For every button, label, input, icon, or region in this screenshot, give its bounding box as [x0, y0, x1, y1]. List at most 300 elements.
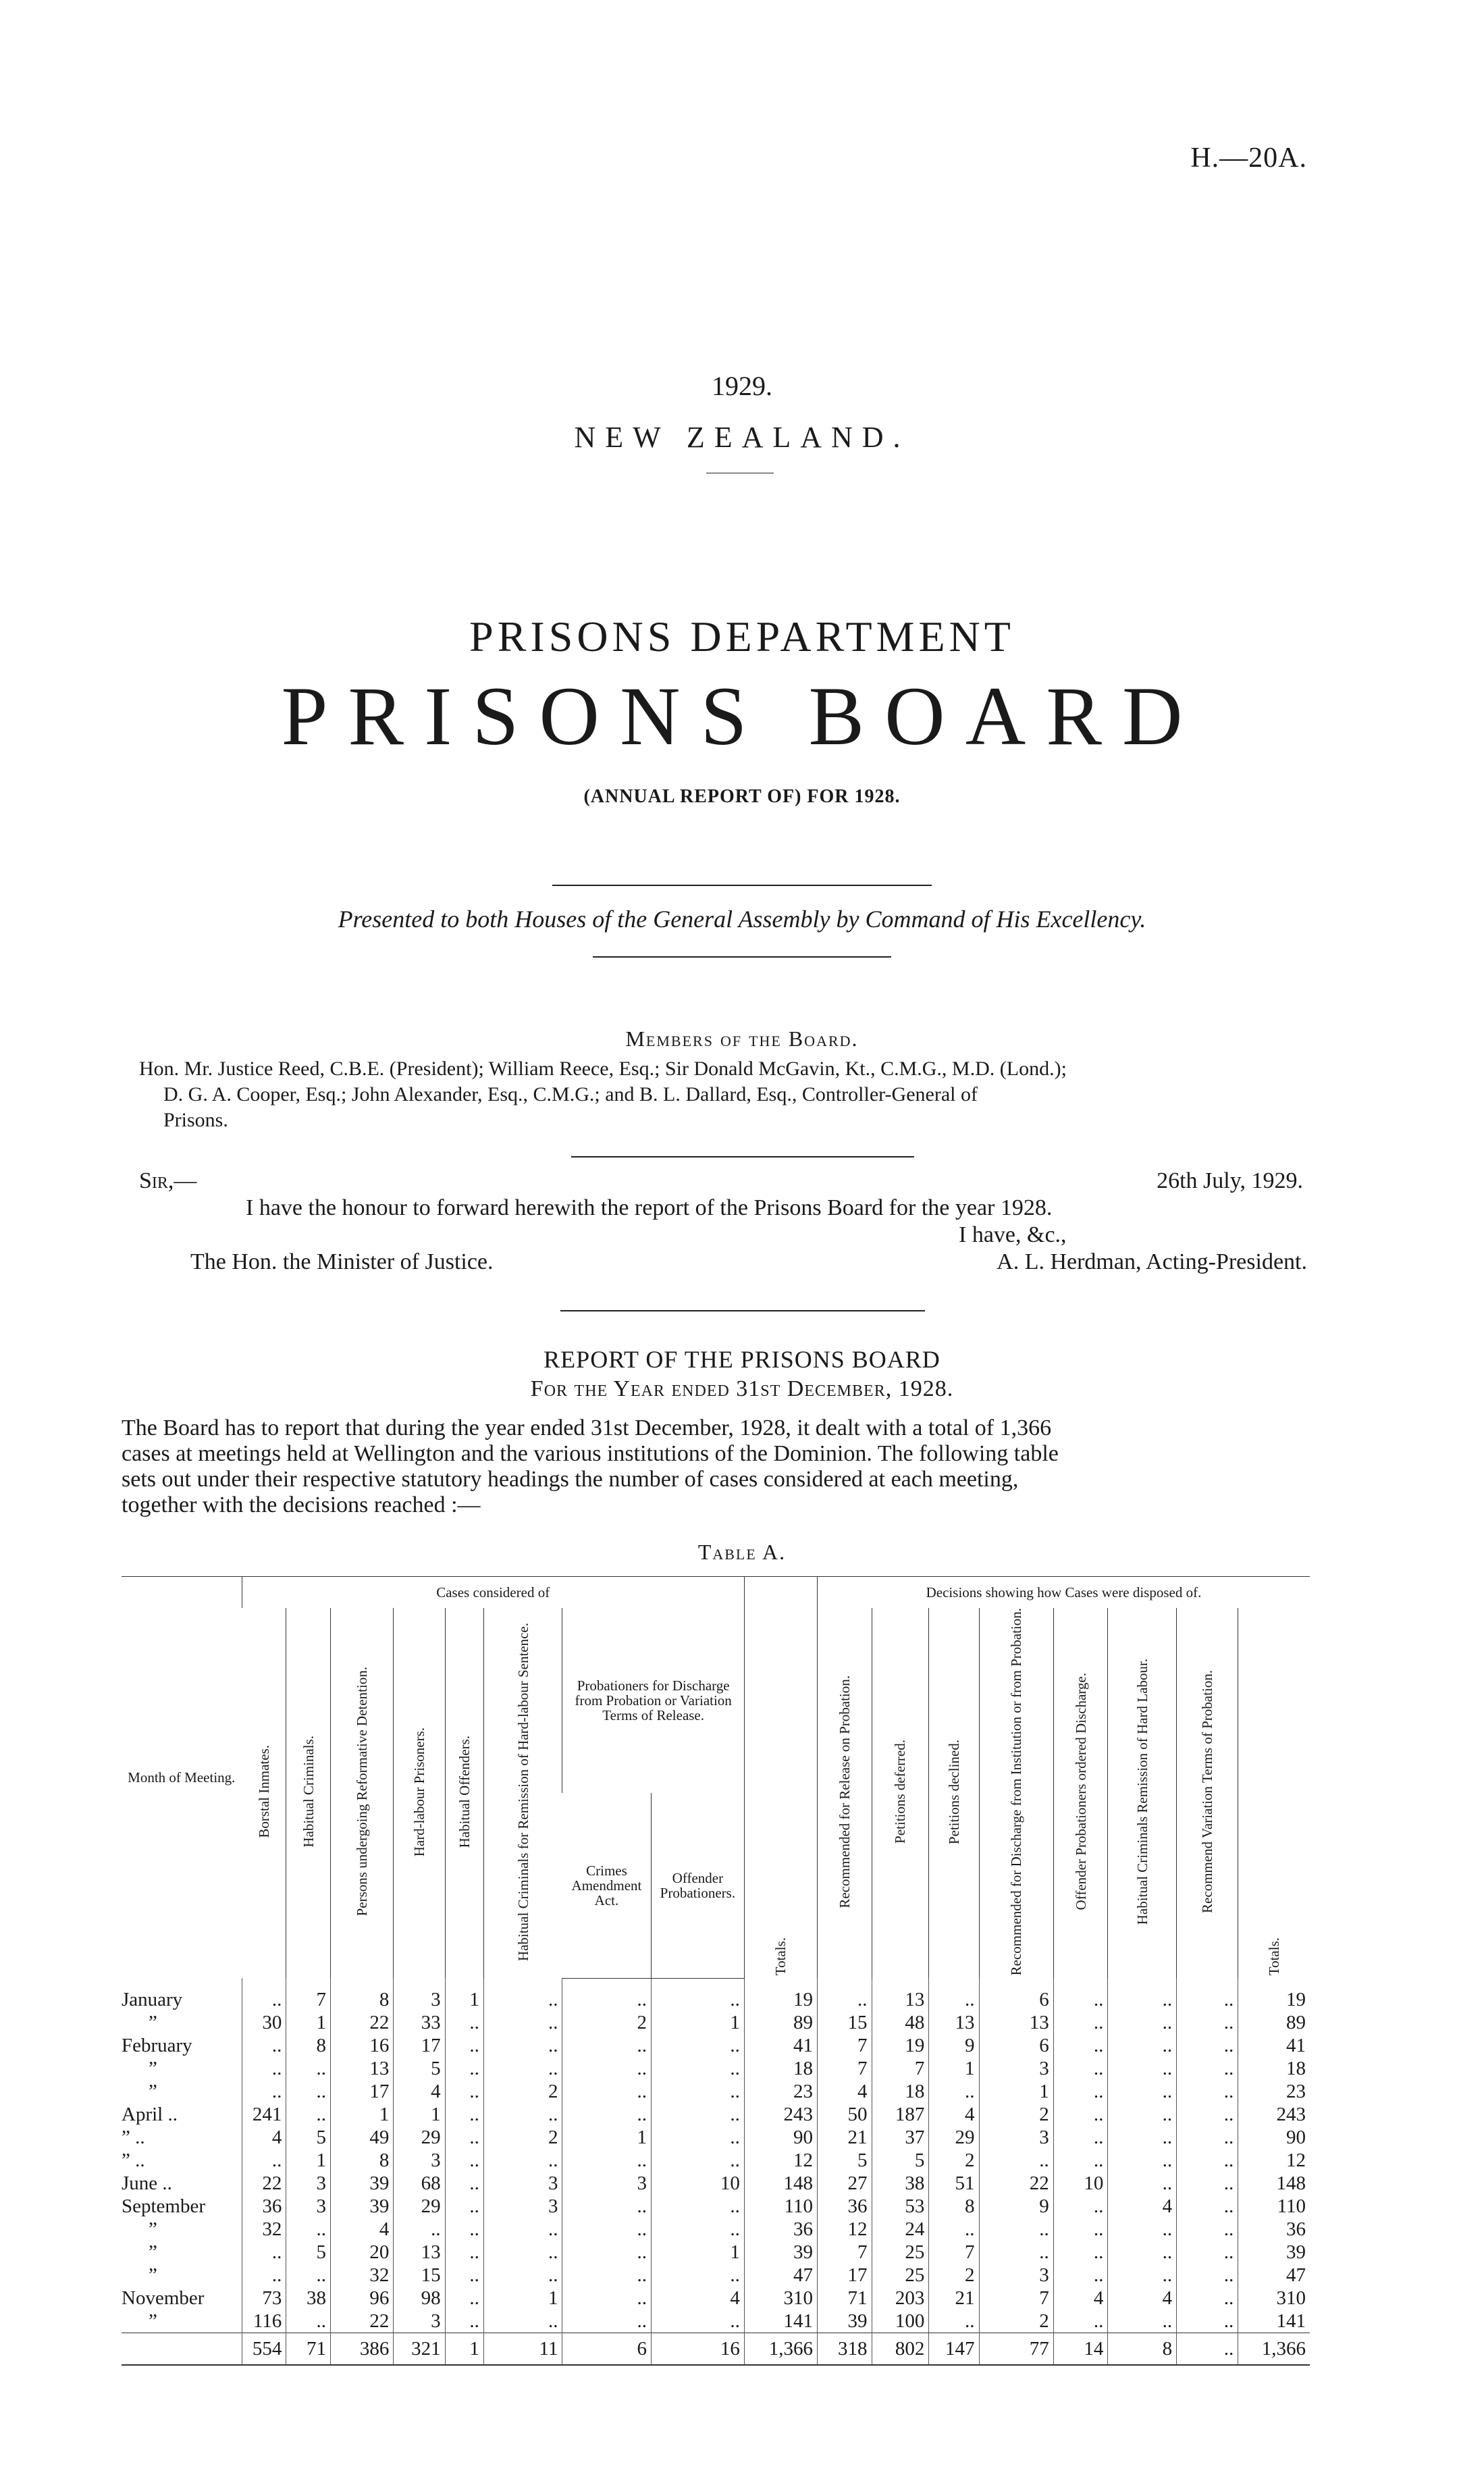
table-cell: .. [817, 1978, 872, 2011]
table-cell: .. [445, 2172, 483, 2195]
table-cell: 9 [929, 2034, 979, 2057]
table-cell: 48 [872, 2011, 929, 2034]
table-cell: 3 [979, 2057, 1053, 2080]
table-cell: .. [445, 2149, 483, 2172]
table-cell: 27 [817, 2172, 872, 2195]
table-cell: .. [651, 2149, 744, 2172]
table-cell: .. [562, 1978, 651, 2011]
table-cell: 7 [817, 2057, 872, 2080]
col-reformative: Persons undergoing Reformative Detention. [331, 1608, 394, 1978]
table-cell: 241 [242, 2103, 286, 2126]
table-cell: 13 [394, 2241, 445, 2264]
table-cell: .. [1108, 2241, 1177, 2264]
month-cell: ” [149, 2218, 157, 2240]
month-cell: April .. [122, 2103, 178, 2125]
table-cell: .. [1108, 2126, 1177, 2149]
table-row [122, 2264, 1310, 2287]
table-cell: 18 [744, 2057, 817, 2080]
table-cell: .. [1108, 2103, 1177, 2126]
table-cell: 243 [744, 2103, 817, 2126]
table-cell: 310 [1238, 2287, 1310, 2310]
table-cell: 2 [929, 2149, 979, 2172]
total-cell: 71 [286, 2333, 331, 2365]
letter-salutation: Sir,— [139, 1168, 197, 1193]
report-subheading: For the Year ended 31st December, 1928. [530, 1376, 954, 1401]
table-cell: .. [562, 2034, 651, 2057]
table-cell: 17 [394, 2034, 445, 2057]
table-cell: .. [562, 2218, 651, 2241]
table-cell: 24 [872, 2218, 929, 2241]
table-cell: 90 [1238, 2126, 1310, 2149]
table-cell: 1 [445, 1978, 483, 2011]
total-cell: 386 [331, 2333, 394, 2365]
table-cell: .. [1177, 2034, 1238, 2057]
table-cell: 29 [394, 2195, 445, 2218]
month-cell: ” [149, 2080, 157, 2102]
table-cell: .. [483, 2218, 562, 2241]
members-line: D. G. A. Cooper, Esq.; John Alexander, Esq., C.M.G.; and B. L. Dallard, Esq., Controller-General of [163, 1083, 978, 1105]
col-variation: Recommend Variation Terms of Probation. [1177, 1608, 1238, 1978]
table-cell: 4 [929, 2103, 979, 2126]
table-cell: 33 [394, 2011, 445, 2034]
table-cell: 22 [979, 2172, 1053, 2195]
table-cell: .. [483, 2149, 562, 2172]
table-cell: 12 [817, 2218, 872, 2241]
table-cell: 89 [744, 2011, 817, 2034]
table-cell: .. [651, 2080, 744, 2103]
table-cell: 15 [817, 2011, 872, 2034]
table-cell: 7 [929, 2241, 979, 2264]
table-cell: 32 [331, 2264, 394, 2287]
table-cell: .. [651, 2218, 744, 2241]
table-cell: 13 [929, 2011, 979, 2034]
group-probationers: Probationers for Discharge from Probation or Variation Terms of Release. [562, 1608, 744, 1793]
table-cell: .. [1053, 2241, 1108, 2264]
table-cell: 37 [872, 2126, 929, 2149]
divider [593, 956, 891, 958]
report-heading: REPORT OF THE PRISONS BOARD [544, 1346, 940, 1373]
document-subtitle: (ANNUAL REPORT OF) FOR 1928. [583, 786, 901, 807]
table-cell: .. [1053, 2103, 1108, 2126]
table-cell: .. [286, 2218, 331, 2241]
table-cell: .. [286, 2057, 331, 2080]
table-cell: .. [1053, 2034, 1108, 2057]
table-cell: 3 [394, 2149, 445, 2172]
table-cell: 22 [331, 2310, 394, 2333]
table-cell: 71 [817, 2287, 872, 2310]
table-cell: .. [445, 2218, 483, 2241]
month-cell: June .. [122, 2172, 172, 2194]
table-row [122, 2218, 1310, 2241]
table-cell: .. [651, 2310, 744, 2333]
table-cell: 3 [979, 2126, 1053, 2149]
table-cell: .. [286, 2103, 331, 2126]
table-cell: 5 [872, 2149, 929, 2172]
table-cell: .. [1108, 2310, 1177, 2333]
table-cell: 89 [1238, 2011, 1310, 2034]
table-cell: .. [1108, 2149, 1177, 2172]
table-cell: .. [1177, 2310, 1238, 2333]
table-cell: 148 [1238, 2172, 1310, 2195]
table-cell: 25 [872, 2241, 929, 2264]
table-cell: 5 [817, 2149, 872, 2172]
table-cell: .. [483, 2103, 562, 2126]
col-habitual-remission: Habitual Criminals Remission of Hard Labour. [1108, 1608, 1177, 1978]
table-cell: 1 [394, 2103, 445, 2126]
table-cell: 3 [394, 1978, 445, 2011]
table-cell: .. [1108, 2172, 1177, 2195]
table-caption: Table A. [697, 1540, 787, 1564]
table-cell: 38 [286, 2287, 331, 2310]
table-cell: .. [979, 2218, 1053, 2241]
document-title: PRISONS BOARD [281, 670, 1203, 762]
table-cell: 2 [979, 2103, 1053, 2126]
month-cell: ” .. [122, 2126, 145, 2148]
table-cell: .. [651, 2103, 744, 2126]
table-cell: .. [483, 2310, 562, 2333]
table-row [122, 2172, 1310, 2195]
table-cell: 1 [331, 2103, 394, 2126]
table-cell: 12 [744, 2149, 817, 2172]
table-cell: 4 [1108, 2195, 1177, 2218]
report-paragraph: cases at meetings held at Wellington and the various institutions of the Dominion. The following table [122, 1441, 1059, 1466]
col-totals-decisions: Totals. [1238, 1608, 1310, 1978]
table-cell: .. [562, 2287, 651, 2310]
table-cell: .. [1053, 2310, 1108, 2333]
table-a [122, 1576, 1310, 2366]
total-cell: 11 [483, 2333, 562, 2365]
table-cell: .. [445, 2264, 483, 2287]
table-cell: 7 [979, 2287, 1053, 2310]
table-cell: 4 [394, 2080, 445, 2103]
table-cell: 1 [651, 2241, 744, 2264]
table-cell: .. [1108, 2218, 1177, 2241]
total-cell: 8 [1108, 2333, 1177, 2365]
table-cell: 141 [1238, 2310, 1310, 2333]
totals-row [122, 2333, 1310, 2365]
table-cell: 7 [817, 2241, 872, 2264]
group-decisions: Decisions showing how Cases were disposed of. [817, 1577, 1310, 1609]
table-cell: 4 [817, 2080, 872, 2103]
divider [560, 1310, 925, 1311]
table-cell: .. [1177, 2011, 1238, 2034]
col-month: Month of Meeting. [122, 1577, 242, 1979]
table-cell: .. [1177, 2287, 1238, 2310]
table-cell: .. [1108, 2034, 1177, 2057]
col-habitual-offenders: Habitual Offenders. [445, 1608, 483, 1978]
table-cell: 21 [817, 2126, 872, 2149]
table-cell: .. [1177, 2103, 1238, 2126]
table-cell: 41 [744, 2034, 817, 2057]
table-cell: .. [1177, 2218, 1238, 2241]
total-cell [122, 2333, 242, 2365]
table-cell: .. [445, 2310, 483, 2333]
table-cell: 148 [744, 2172, 817, 2195]
table-cell: 141 [744, 2310, 817, 2333]
total-cell: 6 [562, 2333, 651, 2365]
year: 1929. [712, 371, 772, 401]
table-cell: 243 [1238, 2103, 1310, 2126]
table-cell: 53 [872, 2195, 929, 2218]
total-cell: 1 [445, 2333, 483, 2365]
table-cell: 1 [286, 2011, 331, 2034]
table-row [122, 2195, 1310, 2218]
total-cell: 77 [979, 2333, 1053, 2365]
table-cell: 6 [979, 1978, 1053, 2011]
table-cell: 2 [929, 2264, 979, 2287]
table-cell: .. [1177, 2126, 1238, 2149]
table-cell: .. [483, 1978, 562, 2011]
table-cell: .. [242, 2149, 286, 2172]
month-cell: February [122, 2034, 192, 2056]
table-cell: 68 [394, 2172, 445, 2195]
table-row [122, 2241, 1310, 2264]
table-cell: 29 [929, 2126, 979, 2149]
total-cell: 1,366 [744, 2333, 817, 2365]
total-cell: 318 [817, 2333, 872, 2365]
table-cell: .. [562, 2310, 651, 2333]
table-cell: .. [651, 2264, 744, 2287]
col-remission: Habitual Criminals for Remission of Hard-labour Sentence. [483, 1608, 562, 1978]
table-cell: .. [1053, 2126, 1108, 2149]
table-cell: 10 [651, 2172, 744, 2195]
table-cell: 17 [817, 2264, 872, 2287]
table-cell: 1 [929, 2057, 979, 2080]
table-cell: .. [483, 2034, 562, 2057]
table-cell: 3 [483, 2195, 562, 2218]
table-cell: 310 [744, 2287, 817, 2310]
table-cell: 16 [331, 2034, 394, 2057]
table-cell: 41 [1238, 2034, 1310, 2057]
table-cell: .. [483, 2264, 562, 2287]
table-cell: .. [1177, 2149, 1238, 2172]
table-cell: 4 [651, 2287, 744, 2310]
total-cell: 321 [394, 2333, 445, 2365]
table-cell: 7 [817, 2034, 872, 2057]
group-cases-considered: Cases considered of [242, 1577, 744, 1609]
table-cell: .. [445, 2241, 483, 2264]
table-cell: .. [1053, 2149, 1108, 2172]
table-row [122, 2080, 1310, 2103]
table-cell: .. [651, 1978, 744, 2011]
table-cell: 203 [872, 2287, 929, 2310]
month-cell: ” [149, 2241, 157, 2263]
table-cell: .. [1177, 2264, 1238, 2287]
table-cell: 4 [1108, 2287, 1177, 2310]
table-cell: 1 [979, 2080, 1053, 2103]
table-cell: .. [1053, 2080, 1108, 2103]
report-paragraph: sets out under their respective statutory headings the number of cases considered at each meeting, [122, 1467, 1019, 1492]
table-cell: 116 [242, 2310, 286, 2333]
col-petitions-deferred: Petitions deferred. [872, 1608, 929, 1978]
table-row [122, 2011, 1310, 2034]
table-cell: 1 [562, 2126, 651, 2149]
table-cell: 90 [744, 2126, 817, 2149]
table-cell: .. [445, 2080, 483, 2103]
members-line: Prisons. [163, 1109, 228, 1131]
letter-signature: A. L. Herdman, Acting-President. [997, 1249, 1307, 1274]
table-cell: 2 [562, 2011, 651, 2034]
table-cell: .. [929, 2310, 979, 2333]
table-cell: .. [651, 2034, 744, 2057]
month-cell: January [122, 1988, 183, 2010]
table-cell: .. [286, 2264, 331, 2287]
table-cell: .. [1053, 2195, 1108, 2218]
table-cell: .. [1053, 1978, 1108, 2011]
table-cell: .. [1053, 2011, 1108, 2034]
col-hard-labour: Hard-labour Prisoners. [394, 1608, 445, 1978]
table-cell: .. [445, 2195, 483, 2218]
col-borstal: Borstal Inmates. [255, 1745, 272, 1838]
table-cell: 8 [286, 2034, 331, 2057]
members-heading: Members of the Board. [625, 1026, 859, 1051]
table-cell: .. [483, 2241, 562, 2264]
table-cell: 12 [1238, 2149, 1310, 2172]
table-cell: .. [1053, 2218, 1108, 2241]
table-cell: 5 [286, 2241, 331, 2264]
table-cell: .. [1108, 1978, 1177, 2011]
table-cell: 5 [394, 2057, 445, 2080]
table-cell: 98 [394, 2287, 445, 2310]
table-cell: 47 [1238, 2264, 1310, 2287]
table-cell: 15 [394, 2264, 445, 2287]
table-cell: .. [445, 2057, 483, 2080]
table-cell: .. [242, 2264, 286, 2287]
table-cell: 23 [744, 2080, 817, 2103]
table-cell: 19 [1238, 1978, 1310, 2011]
table-cell: .. [1108, 2264, 1177, 2287]
table-cell: 7 [286, 1978, 331, 2011]
table-row [122, 2287, 1310, 2310]
table-row [122, 2310, 1310, 2333]
country: NEW ZEALAND. [574, 421, 910, 454]
table-cell: 9 [979, 2195, 1053, 2218]
table-row [122, 2103, 1310, 2126]
table-cell: 4 [331, 2218, 394, 2241]
table-cell: 7 [872, 2057, 929, 2080]
table-cell: 13 [979, 2011, 1053, 2034]
table-cell: 1 [483, 2287, 562, 2310]
table-cell: 38 [872, 2172, 929, 2195]
table-cell: 36 [242, 2195, 286, 2218]
col-recommended-release: Recommended for Release on Probation. [817, 1608, 872, 1978]
table-cell: .. [979, 2241, 1053, 2264]
table-cell: .. [1053, 2264, 1108, 2287]
table-cell: 20 [331, 2241, 394, 2264]
table-cell: .. [242, 2080, 286, 2103]
letter-body: I have the honour to forward herewith the report of the Prisons Board for the year 1928. [246, 1195, 1053, 1220]
table-cell: 39 [817, 2310, 872, 2333]
col-recommended-discharge: Recommended for Discharge from Institution or from Probation. [979, 1608, 1053, 1978]
table-cell: 8 [331, 1978, 394, 2011]
col-offender-probationers: Offender Probationers. [651, 1793, 744, 1979]
table-cell: .. [445, 2126, 483, 2149]
table-cell: 49 [331, 2126, 394, 2149]
table-cell: 100 [872, 2310, 929, 2333]
col-habitual-criminals: Habitual Criminals. [286, 1608, 331, 1978]
table-row [122, 2149, 1310, 2172]
table-cell: .. [242, 2057, 286, 2080]
month-cell: ” [149, 2310, 157, 2332]
letter-addressee: The Hon. the Minister of Justice. [190, 1249, 494, 1274]
table-cell: .. [651, 2126, 744, 2149]
table-cell: 32 [242, 2218, 286, 2241]
table-row [122, 1978, 1310, 2011]
divider [571, 1156, 914, 1157]
table-cell: 18 [872, 2080, 929, 2103]
col-petitions-declined: Petitions declined. [929, 1608, 979, 1978]
table-cell: .. [394, 2218, 445, 2241]
table-cell: .. [483, 2011, 562, 2034]
table-cell: .. [242, 2241, 286, 2264]
table-cell: 73 [242, 2287, 286, 2310]
document-reference: H.—20A. [1190, 142, 1307, 174]
table-cell: 30 [242, 2011, 286, 2034]
table-cell: 51 [929, 2172, 979, 2195]
table-row [122, 2057, 1310, 2080]
table-cell: 10 [1053, 2172, 1108, 2195]
table-cell: .. [562, 2241, 651, 2264]
table-cell: 187 [872, 2103, 929, 2126]
total-cell: 802 [872, 2333, 929, 2365]
table-cell: .. [286, 2080, 331, 2103]
table-cell: .. [562, 2195, 651, 2218]
table-cell: 22 [242, 2172, 286, 2195]
table-cell: .. [445, 2103, 483, 2126]
table-cell: .. [1053, 2057, 1108, 2080]
table-cell: 29 [394, 2126, 445, 2149]
table-cell: .. [651, 2057, 744, 2080]
table-cell: .. [445, 2287, 483, 2310]
table-cell: 2 [979, 2310, 1053, 2333]
table-cell: .. [1108, 2057, 1177, 2080]
table-cell: 25 [872, 2264, 929, 2287]
table-cell: 8 [331, 2149, 394, 2172]
table-cell: 1 [651, 2011, 744, 2034]
table-cell: 39 [1238, 2241, 1310, 2264]
table-cell: 3 [483, 2172, 562, 2195]
table-cell: .. [286, 2310, 331, 2333]
report-paragraph: together with the decisions reached :— [122, 1492, 481, 1517]
table-cell: .. [1108, 2011, 1177, 2034]
table-cell: 39 [331, 2172, 394, 2195]
table-row [122, 2126, 1310, 2149]
table-cell: 21 [929, 2287, 979, 2310]
month-cell: ” [149, 2011, 157, 2033]
table-cell: .. [562, 2103, 651, 2126]
table-cell: .. [929, 2218, 979, 2241]
table-cell: .. [929, 1978, 979, 2011]
table-cell: 4 [1053, 2287, 1108, 2310]
month-cell: ” [149, 2057, 157, 2079]
table-cell: .. [1108, 2080, 1177, 2103]
table-cell: .. [979, 2149, 1053, 2172]
col-offender-probationers-discharge: Offender Probationers ordered Discharge. [1053, 1608, 1108, 1978]
table-cell: 39 [744, 2241, 817, 2264]
table-cell: .. [929, 2080, 979, 2103]
table-cell: 22 [331, 2011, 394, 2034]
table-cell: 13 [872, 1978, 929, 2011]
total-cell: 1,366 [1238, 2333, 1310, 2365]
table-cell: 4 [242, 2126, 286, 2149]
total-cell: .. [1177, 2333, 1238, 2365]
table-cell: 8 [929, 2195, 979, 2218]
table-cell: 47 [744, 2264, 817, 2287]
table-cell: 19 [872, 2034, 929, 2057]
table-cell: 36 [817, 2195, 872, 2218]
department: PRISONS DEPARTMENT [469, 613, 1015, 660]
month-cell: November [122, 2287, 205, 2309]
